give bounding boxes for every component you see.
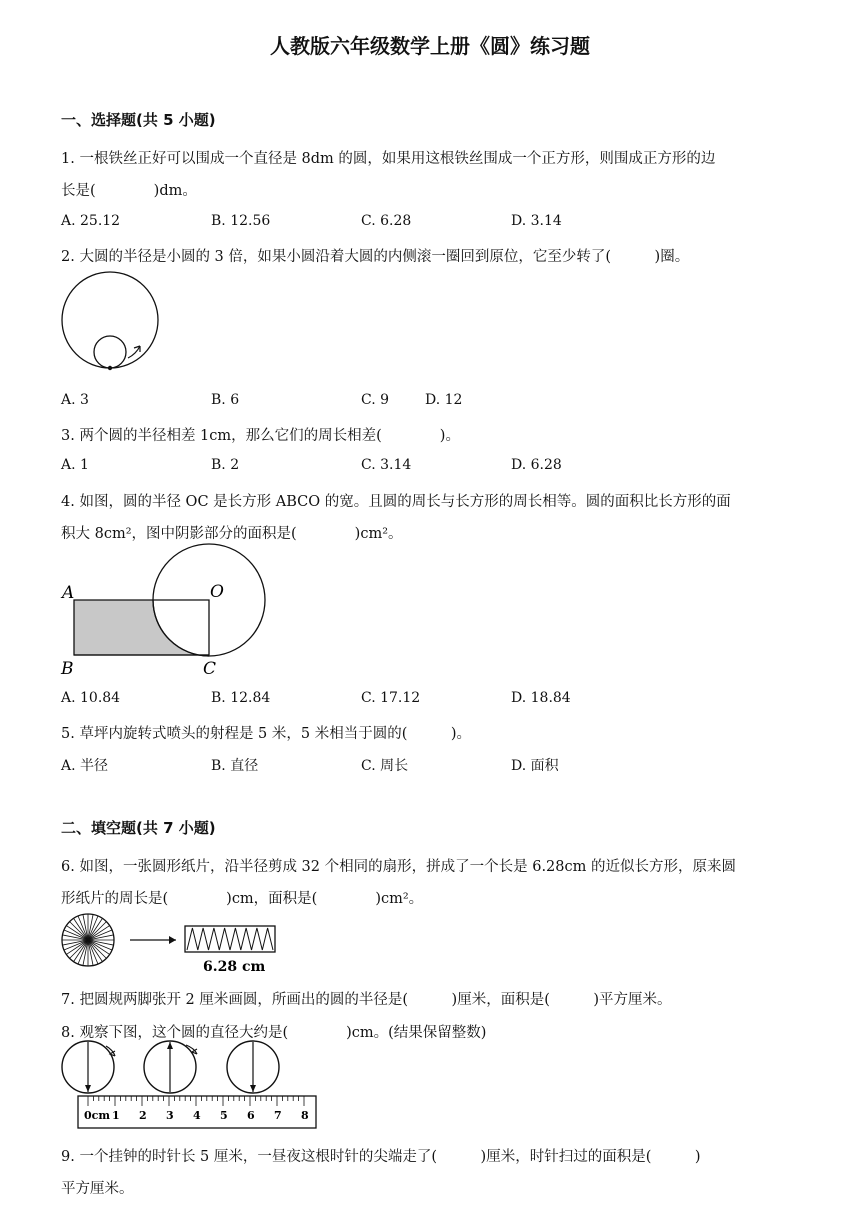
q4-label-b: B [61,659,74,679]
q6-text-line1: 6. 如图，一张圆形纸片，沿半径剪成 32 个相同的扇形，拼成了一个长是 6.28cm 的近似长方形，原来圆 [61,859,736,875]
q1-option-d[interactable]: D. 3.14 [511,213,562,229]
section-heading-choice: 一、选择题(共 5 小题) [61,111,216,129]
q4-text-line2: 积大 8cm²，图中阴影部分的面积是( )cm²。 [61,526,403,542]
q1-option-c[interactable]: C. 6.28 [361,213,412,229]
page-title: 人教版六年级数学上册《圆》练习题 [270,34,590,58]
q9-text-line2: 平方厘米。 [61,1181,134,1197]
q4-label-o: O [210,582,224,602]
q1-option-b[interactable]: B. 12.56 [211,213,271,229]
q6-text-line2: 形纸片的周长是( )cm，面积是( )cm²。 [61,891,424,907]
q2-rolling-circles-figure [56,268,166,378]
q4-label-a: A [62,583,75,603]
q4-label-c: C [203,659,217,679]
q8-ruler-label: 7 [274,1109,282,1122]
q8-ruler-label: 2 [139,1109,147,1122]
q8-ruler-label: 8 [301,1109,309,1122]
q8-ruler-figure [58,1040,322,1132]
q4-text-line1: 4. 如图，圆的半径 OC 是长方形 ABCO 的宽。且圆的周长与长方形的周长相等。圆的面积比长方形的面 [61,494,731,510]
q8-rolling-circle-1 [62,1041,115,1093]
q5-text-line1: 5. 草坪内旋转式喷头的射程是 5 米，5 米相当于圆的( )。 [61,726,472,742]
q5-option-c[interactable]: C. 周长 [361,758,409,774]
q6-sector-rectangle-figure [58,912,288,976]
q1-text-line1: 1. 一根铁丝正好可以围成一个直径是 8dm 的圆，如果用这根铁丝围成一个正方形，则围成正方形的边 [61,151,716,167]
q6-arrow-head-icon [169,936,176,944]
q8-rolling-circle-2 [144,1041,197,1093]
q4-option-c[interactable]: C. 17.12 [361,690,421,706]
section-heading-fill: 二、填空题(共 7 小题) [61,819,216,837]
q4-rectangle-circle-figure [58,540,274,680]
q8-text-line1: 8. 观察下图，这个圆的直径大约是( )cm。(结果保留整数) [61,1025,487,1041]
q6-cut-circle [62,914,114,966]
q6-rectangle-sectors [187,928,273,950]
q4-option-a[interactable]: A. 10.84 [61,690,121,706]
q4-option-b[interactable]: B. 12.84 [211,690,271,706]
q2-text-line1: 2. 大圆的半径是小圆的 3 倍，如果小圆沿着大圆的内侧滚一圈回到原位，它至少转了( )圈。 [61,249,690,265]
q2-option-a[interactable]: A. 3 [61,392,89,408]
q8-rolling-circle-3 [227,1041,279,1093]
q8-ruler-label: 4 [193,1109,201,1122]
q8-ruler-label: 3 [166,1109,174,1122]
q2-option-b[interactable]: B. 6 [211,392,240,408]
q3-option-c[interactable]: C. 3.14 [361,457,412,473]
q2-option-c[interactable]: C. 9 [361,392,390,408]
q8-ruler-label: 0cm [84,1109,110,1122]
q3-text-line1: 3. 两个圆的半径相差 1cm，那么它们的周长相差( )。 [61,428,460,444]
q3-option-d[interactable]: D. 6.28 [511,457,562,473]
q8-ruler-label: 5 [220,1109,228,1122]
q2-option-d[interactable]: D. 12 [425,392,463,408]
q8-ruler-label: 1 [112,1109,120,1122]
q1-option-a[interactable]: A. 25.12 [61,213,121,229]
q1-text-line2: 长是( )dm。 [61,183,197,199]
q4-option-d[interactable]: D. 18.84 [511,690,571,706]
q3-option-a[interactable]: A. 1 [61,457,89,473]
q5-option-b[interactable]: B. 直径 [211,758,259,774]
q8-ruler-labels [84,1109,309,1122]
q5-option-a[interactable]: A. 半径 [61,758,109,774]
q5-option-d[interactable]: D. 面积 [511,758,559,774]
q8-ruler-label: 6 [247,1109,255,1122]
q7-text-line1: 7. 把圆规两脚张开 2 厘米画圆，所画出的圆的半径是( )厘米，面积是( )平方厘米。 [61,992,672,1008]
q6-length-label: 6.28 cm [203,959,266,975]
q9-text-line1: 9. 一个挂钟的时针长 5 厘米，一昼夜这根时针的尖端走了( )厘米，时针扫过的面积是( ) [61,1149,701,1165]
q3-option-b[interactable]: B. 2 [211,457,240,473]
